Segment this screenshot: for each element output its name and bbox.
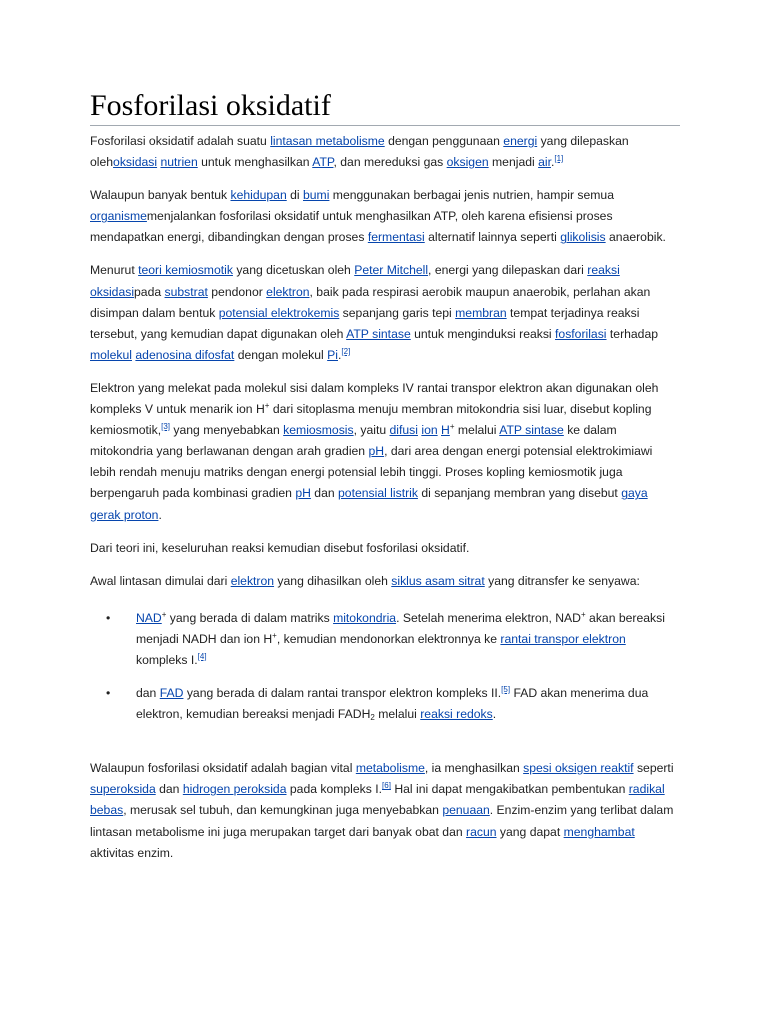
link-substrat[interactable]: substrat <box>164 284 208 299</box>
link-peter-mitchell[interactable]: Peter Mitchell <box>354 263 429 278</box>
link-gaya-gerak-proton[interactable]: gaya gerak proton <box>90 486 648 522</box>
text: yang dilepaskan oleh <box>90 134 629 170</box>
paragraph-ros <box>90 758 680 863</box>
link-potensial-listrik[interactable]: potensial listrik <box>338 486 418 501</box>
text: seperti <box>633 761 674 776</box>
text: Awal lintasan dimulai dari <box>90 573 231 588</box>
link-h[interactable]: H <box>441 423 450 438</box>
link-ph[interactable]: pH <box>368 444 385 459</box>
link-oksidasi[interactable]: oksidasi <box>113 155 158 170</box>
text: anaerobik. <box>605 230 666 245</box>
text: di <box>286 188 303 203</box>
link-penuaan[interactable]: penuaan <box>442 803 490 818</box>
text: di sepanjang membran yang disebut <box>417 486 622 501</box>
link-hidrogen-peroksida[interactable]: hidrogen peroksida <box>182 782 287 797</box>
text: menjalankan fosforilasi oksidatif untuk menghasilkan ATP, oleh karena efisiensi proses mendapatkan energi, dibandingkan dengan proses <box>90 209 613 245</box>
list-item <box>106 608 680 671</box>
spacer <box>90 737 680 758</box>
text: dengan penggunaan <box>384 134 504 148</box>
link-difusi[interactable]: difusi <box>389 423 418 438</box>
link-spesi-oksigen-reaktif[interactable]: spesi oksigen reaktif <box>523 761 634 776</box>
list-item <box>106 683 680 725</box>
reference-3[interactable]: [3] <box>161 422 171 432</box>
text: pendonor <box>207 284 267 299</box>
text: dan <box>155 782 183 797</box>
paragraph-chemiosmotic-theory <box>90 260 680 365</box>
link-reaksi[interactable]: reaksi <box>587 263 620 278</box>
text: yang berada di dalam matriks <box>166 610 334 625</box>
link-glikolisis[interactable]: glikolisis <box>560 230 606 245</box>
text: . Enzim-enzim yang terlibat dalam lintasan metabolisme ini juga merupakan target dari banyak obat dan <box>90 803 674 839</box>
text: yang dapat <box>496 824 564 839</box>
text: . Setelah menerima elektron, NAD <box>396 610 581 625</box>
text: yang berada di dalam rantai transpor elektron kompleks II. <box>183 686 502 701</box>
page-title: Fosforilasi oksidatif <box>90 89 331 122</box>
paragraph-intro <box>90 131 680 173</box>
text: tempat terjadinya reaksi tersebut, yang kemudian dapat digunakan oleh <box>90 305 640 341</box>
reference-2[interactable]: [2] <box>341 346 351 356</box>
link-nad[interactable]: NAD <box>136 610 162 625</box>
text: dengan molekul <box>234 347 328 362</box>
reference-5[interactable]: [5] <box>501 685 511 695</box>
link-potensial-elektrokemis[interactable]: potensial elektrokemis <box>218 305 340 320</box>
link-menghambat[interactable]: menghambat <box>563 824 635 839</box>
text: yang dihasilkan oleh <box>274 573 392 588</box>
link-adenosina-difosfat[interactable]: adenosina difosfat <box>135 347 235 362</box>
link-atp-sintase[interactable]: ATP sintase <box>499 423 564 438</box>
link-energi[interactable]: energi <box>503 134 538 148</box>
superscript: + <box>161 609 167 619</box>
link-radikal-bebas[interactable]: radikal bebas <box>90 782 665 818</box>
text: terhadap <box>606 326 659 341</box>
link-fermentasi[interactable]: fermentasi <box>367 230 425 245</box>
superscript: + <box>581 609 586 619</box>
link-pi[interactable]: Pi <box>327 347 338 362</box>
link-bumi[interactable]: bumi <box>303 188 330 203</box>
text: menggunakan berbagai jenis nutrien, hampir semua <box>329 188 614 203</box>
text: kompleks I. <box>136 652 198 667</box>
text: untuk menginduksi reaksi <box>410 326 556 341</box>
text: . <box>158 507 162 522</box>
text: dan <box>310 486 339 501</box>
link-superoksida[interactable]: superoksida <box>90 782 156 797</box>
text: menjadi <box>488 155 539 170</box>
text: , energi yang dilepaskan dari <box>428 263 588 278</box>
paragraph-pathway-start <box>90 571 680 592</box>
link-atp-sintase[interactable]: ATP sintase <box>346 326 411 341</box>
link-lintasan-metabolisme[interactable]: lintasan metabolisme <box>270 134 385 148</box>
text: , dari area dengan energi potensial elektrokimiawi lebih rendah menuju matriks dengan energi potensial lebih tinggi. Proses kopling kemiosmotik juga berpengaruh pada kombinasi gradien <box>90 444 653 501</box>
link-ion[interactable]: ion <box>421 423 438 438</box>
compound-list <box>90 608 680 725</box>
text: yang menyebabkan <box>170 423 284 438</box>
text: Elektron yang melekat pada molekul sisi dalam kompleks IV rantai transpor elektron akan digunakan oleh kompleks V untuk menarik ion H <box>90 380 659 417</box>
reference-6[interactable]: [6] <box>382 781 391 791</box>
text: Walaupun fosforilasi oksidatif adalah bagian vital <box>90 761 356 776</box>
link-elektron[interactable]: elektron <box>266 284 310 299</box>
text: , ia menghasilkan <box>424 761 524 776</box>
text: FAD akan menerima dua elektron, kemudian bereaksi menjadi FADH <box>136 686 649 722</box>
link-nutrien[interactable]: nutrien <box>160 155 198 170</box>
link-elektron[interactable]: elektron <box>230 573 275 588</box>
link-racun[interactable]: racun <box>466 824 497 839</box>
bullet: • <box>106 610 111 625</box>
link-kemiosmosis[interactable]: kemiosmosis <box>283 423 354 438</box>
link-fad[interactable]: FAD <box>159 686 184 701</box>
text: , dan mereduksi gas <box>333 155 447 170</box>
link-air[interactable]: air <box>538 155 551 170</box>
text: melalui <box>454 423 500 438</box>
link-molekul[interactable]: molekul <box>90 347 132 362</box>
text: , yaitu <box>353 423 390 438</box>
text: sepanjang garis tepi <box>339 305 456 320</box>
text: melalui <box>374 707 421 722</box>
reference-1[interactable]: [1] <box>554 154 564 164</box>
link-atp[interactable]: ATP <box>312 155 334 170</box>
superscript: + <box>272 630 277 640</box>
subscript: 2 <box>370 713 375 723</box>
link-metabolisme[interactable]: metabolisme <box>355 761 425 776</box>
link-siklus-asam-sitrat[interactable]: siklus asam sitrat <box>391 573 485 588</box>
text: pada kompleks I. <box>286 782 383 797</box>
article-body <box>90 131 680 876</box>
text: untuk menghasilkan <box>197 155 313 170</box>
text: , merusak sel tubuh, dan kemungkinan juga menyebabkan <box>123 803 443 818</box>
paragraph-coupling <box>90 378 680 526</box>
text: . <box>550 155 555 170</box>
text: . <box>492 707 497 722</box>
text: Fosforilasi oksidatif adalah suatu <box>90 134 271 148</box>
link-rantai-transpor-elektron[interactable]: rantai transpor elektron <box>500 631 626 646</box>
title-divider <box>90 125 680 126</box>
link-teori-kemiosmotik[interactable]: teori kemiosmotik <box>138 263 233 278</box>
text: akan bereaksi menjadi NADH dan ion H <box>136 610 665 646</box>
paragraph-organisms <box>90 185 680 248</box>
text: , kemudian mendonorkan elektronnya ke <box>276 631 501 646</box>
link-oksidasi[interactable]: oksidasi <box>90 284 135 299</box>
link-mitokondria[interactable]: mitokondria <box>333 610 397 625</box>
bullet: • <box>106 686 111 701</box>
link-ph[interactable]: pH <box>295 486 311 501</box>
link-reaksi-redoks[interactable]: reaksi redoks <box>420 707 493 722</box>
text: Walaupun banyak bentuk <box>90 188 231 203</box>
text: alternatif lainnya seperti <box>424 230 561 245</box>
text: dan <box>136 686 160 701</box>
text: Menurut <box>90 263 139 278</box>
text: yang dicetuskan oleh <box>232 263 355 278</box>
text: . <box>338 347 342 362</box>
link-organisme[interactable]: organisme <box>90 209 147 224</box>
link-membran[interactable]: membran <box>455 305 507 320</box>
superscript: + <box>264 401 270 411</box>
link-fosforilasi[interactable]: fosforilasi <box>555 326 607 341</box>
text: yang ditransfer ke senyawa: <box>484 573 640 588</box>
text: dari sitoplasma menuju membran mitokondria sisi luar, disebut kopling kemiosmotik, <box>90 402 652 438</box>
link-oksigen[interactable]: oksigen <box>446 155 489 170</box>
text: ke dalam mitokondria yang berlawanan dengan arah gradien <box>90 423 617 459</box>
text: aktivitas enzim. <box>90 845 174 860</box>
text: , baik pada respirasi aerobik maupun anaerobik, perlahan akan disimpan dalam bentuk <box>90 284 651 320</box>
text: Hal ini dapat mengakibatkan pembentukan <box>390 782 629 797</box>
reference-4[interactable]: [4] <box>197 651 207 661</box>
text: pada <box>134 284 165 299</box>
superscript: + <box>449 422 455 432</box>
paragraph-summary: Dari teori ini, keseluruhan reaksi kemudian disebut fosforilasi oksidatif. <box>90 540 470 555</box>
link-kehidupan[interactable]: kehidupan <box>230 188 287 203</box>
